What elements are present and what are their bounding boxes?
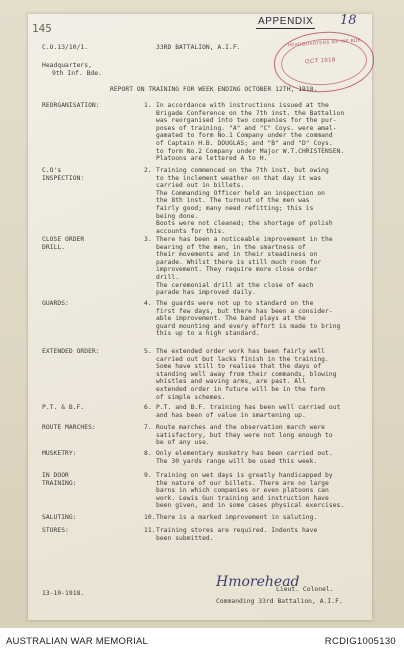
- paragraph-line: to the inclement weather on that day it was: [156, 174, 322, 182]
- paragraph-line: Route marches and the observation march were: [156, 424, 326, 431]
- section-paragraph: [144, 450, 358, 465]
- paragraph-line: able improvement. The band plays at the: [156, 315, 306, 323]
- paragraph-number: 11.: [144, 527, 156, 534]
- section-heading: EXTENDED ORDER:: [42, 348, 100, 355]
- paragraph-line: In accordance with instructions issued at the: [156, 102, 329, 109]
- paragraph-line: and has been of value in smartening up.: [156, 411, 306, 419]
- paragraph-line: drill.: [156, 273, 180, 281]
- paragraph-line: carried out in billets.: [156, 182, 245, 190]
- paragraph-line: bearing of the men, in the smartness of: [156, 243, 306, 251]
- addressee-line-2: 9th Inf. Bde.: [52, 70, 102, 77]
- paragraph-line: poses of training. "A" and "C" Coys. were amal-: [156, 124, 337, 132]
- section-paragraph: [144, 102, 358, 163]
- paragraph-line: The guards were not up to standard on the: [156, 300, 314, 307]
- paper-sheet: [28, 14, 372, 620]
- paragraph-line: this up to a high standard.: [156, 330, 260, 338]
- paragraph-line: The ceremonial drill at the close of each: [156, 281, 314, 289]
- margin-page-number: 145: [32, 22, 52, 35]
- footer-institution: AUSTRALIAN WAR MEMORIAL: [6, 636, 149, 647]
- unit-heading: 33RD BATTALION, A.I.F.: [156, 44, 241, 51]
- section-paragraph: [144, 514, 358, 522]
- paragraph-line: There has been a noticeable improvement in the: [156, 236, 333, 243]
- section-heading: DRILL.: [42, 243, 66, 251]
- paragraph-line: work. Lewis Gun training and instruction have: [156, 494, 329, 502]
- paragraph-line: the 8th inst. The turnout of the men was: [156, 197, 310, 205]
- signatory-unit: Commanding 33rd Battalion, A.I.F.: [216, 598, 343, 605]
- paragraph-line: of simple schemes.: [156, 393, 226, 401]
- section-paragraph: [144, 472, 358, 510]
- paragraph-line: Boots were not cleaned; the shortage of polish: [156, 220, 333, 228]
- paragraph-line: parade. Whilst there is still much room for: [156, 258, 322, 266]
- paragraph-line: to form No.2 Company under Major W.T.CHRISTENSEN.: [156, 147, 345, 155]
- paragraph-line: Only elementary musketry has been carried out.: [156, 450, 333, 457]
- paragraph-line: their movements and in their steadiness on: [156, 251, 318, 259]
- section-heading: ROUTE MARCHES:: [42, 424, 96, 431]
- report-title: REPORT ON TRAINING FOR WEEK ENDING OCTOBER 12TH, 1918.: [110, 86, 318, 93]
- section-paragraph: [144, 348, 358, 401]
- section-heading: C.O's: [42, 167, 62, 174]
- paragraph-number: 5.: [144, 348, 152, 355]
- paragraph-line: whistles and waving arms, are past. All: [156, 378, 306, 386]
- section-heading: STORES:: [42, 527, 69, 534]
- section-heading: CLOSE ORDER: [42, 236, 85, 243]
- paragraph-line: Training commenced on the 7th inst. but owing: [156, 167, 329, 174]
- paragraph-line: extended order in future will be in the form: [156, 385, 326, 393]
- paragraph-line: improvement. They require more close order: [156, 266, 318, 274]
- paragraph-line: standing well away from their commands, blowing: [156, 370, 337, 378]
- paragraph-number: 2.: [144, 167, 152, 174]
- paragraph-line: fairly good; many need refitting; this is: [156, 204, 314, 212]
- paragraph-number: 4.: [144, 300, 152, 307]
- handwritten-signature: Hmorehead: [216, 574, 300, 590]
- paragraph-line: was reorganised into two companies for the pur-: [156, 117, 337, 125]
- stamp-date-text: OCT 1918: [304, 57, 336, 66]
- section-heading: GUARDS:: [42, 300, 69, 307]
- paragraph-line: Platoons are lettered A to H.: [156, 155, 268, 163]
- paragraph-line: Training on wet days is greatly handicapped by: [156, 472, 333, 479]
- section-heading: P.T. & B.F.: [42, 404, 85, 411]
- paragraph-line: Some have still to realise that the days of: [156, 363, 322, 371]
- section-heading: TRAINING:: [42, 479, 77, 487]
- appendix-number: 18: [340, 13, 357, 28]
- signatory-rank: Lieut. Colonel.: [276, 586, 334, 593]
- stamp-top-text: HEADQUARTERS 9th INF BDE: [287, 37, 362, 48]
- paragraph-line: P.T. and B.F. training has been well carried out: [156, 404, 341, 411]
- reference-number: C.O.13/10/1.: [42, 44, 89, 51]
- section-paragraph: [144, 527, 358, 542]
- paragraph-line: gamated to form No.1 Company under the command: [156, 132, 333, 140]
- paragraph-line: The extended order work has been fairly well: [156, 348, 326, 355]
- paragraph-line: Training stores are required. Indents have: [156, 527, 318, 534]
- paragraph-line: Brigade Conference on the 7th inst. the Battalion: [156, 109, 345, 117]
- section-heading: REORGANISATION:: [42, 102, 100, 109]
- section-paragraph: [144, 424, 358, 447]
- paragraph-line: There is a marked improvement in saluting.: [156, 514, 318, 521]
- paragraph-number: 6.: [144, 404, 152, 411]
- section-heading: MUSKETRY:: [42, 450, 77, 457]
- paragraph-line: satisfactory, but they were not long enough to: [156, 431, 333, 439]
- paragraph-line: barns in which companies or even platoons can: [156, 487, 329, 495]
- paragraph-number: 9.: [144, 472, 152, 479]
- paragraph-line: being done.: [156, 212, 199, 220]
- section-heading: SALUTING:: [42, 514, 77, 521]
- appendix-label: APPENDIX: [258, 16, 314, 27]
- section-heading: INSPECTION:: [42, 174, 85, 182]
- report-date: 13-10-1918.: [42, 590, 85, 597]
- section-paragraph: [144, 167, 358, 235]
- section-paragraph: [144, 236, 358, 297]
- section-paragraph: [144, 300, 358, 338]
- paragraph-line: be of any use.: [156, 439, 210, 447]
- archive-footer: [0, 628, 404, 654]
- paragraph-line: The 30 yards range will be used this week.: [156, 457, 318, 465]
- section-paragraph: [144, 404, 358, 419]
- paragraph-number: 3.: [144, 236, 152, 243]
- paragraph-number: 7.: [144, 424, 152, 431]
- paragraph-line: guard mounting and every effort is made to bring: [156, 322, 341, 330]
- paragraph-line: parade has improved daily.: [156, 289, 256, 297]
- paragraph-line: carried out but lacks finish in the training.: [156, 355, 329, 363]
- addressee-line-1: Headquarters,: [42, 62, 92, 69]
- paragraph-line: The Commanding Officer held an inspection on: [156, 189, 326, 197]
- paragraph-line: the nature of our billets. There are no large: [156, 479, 329, 487]
- paragraph-line: of Captain H.B. DOUGLAS; and "B" and "D" Coys.: [156, 139, 333, 147]
- paragraph-line: first few days, but there has been a consider-: [156, 307, 333, 315]
- section-heading: IN DOOR: [42, 472, 69, 479]
- paragraph-line: been submitted.: [156, 534, 214, 542]
- paragraph-number: 8.: [144, 450, 152, 457]
- footer-record-id: RCDIG1005130: [324, 636, 396, 647]
- paragraph-number: 10.: [144, 514, 156, 521]
- paragraph-line: been given, and in some cases physical exercises.: [156, 502, 345, 510]
- paragraph-number: 1.: [144, 102, 152, 109]
- paragraph-line: accounts for this.: [156, 227, 226, 235]
